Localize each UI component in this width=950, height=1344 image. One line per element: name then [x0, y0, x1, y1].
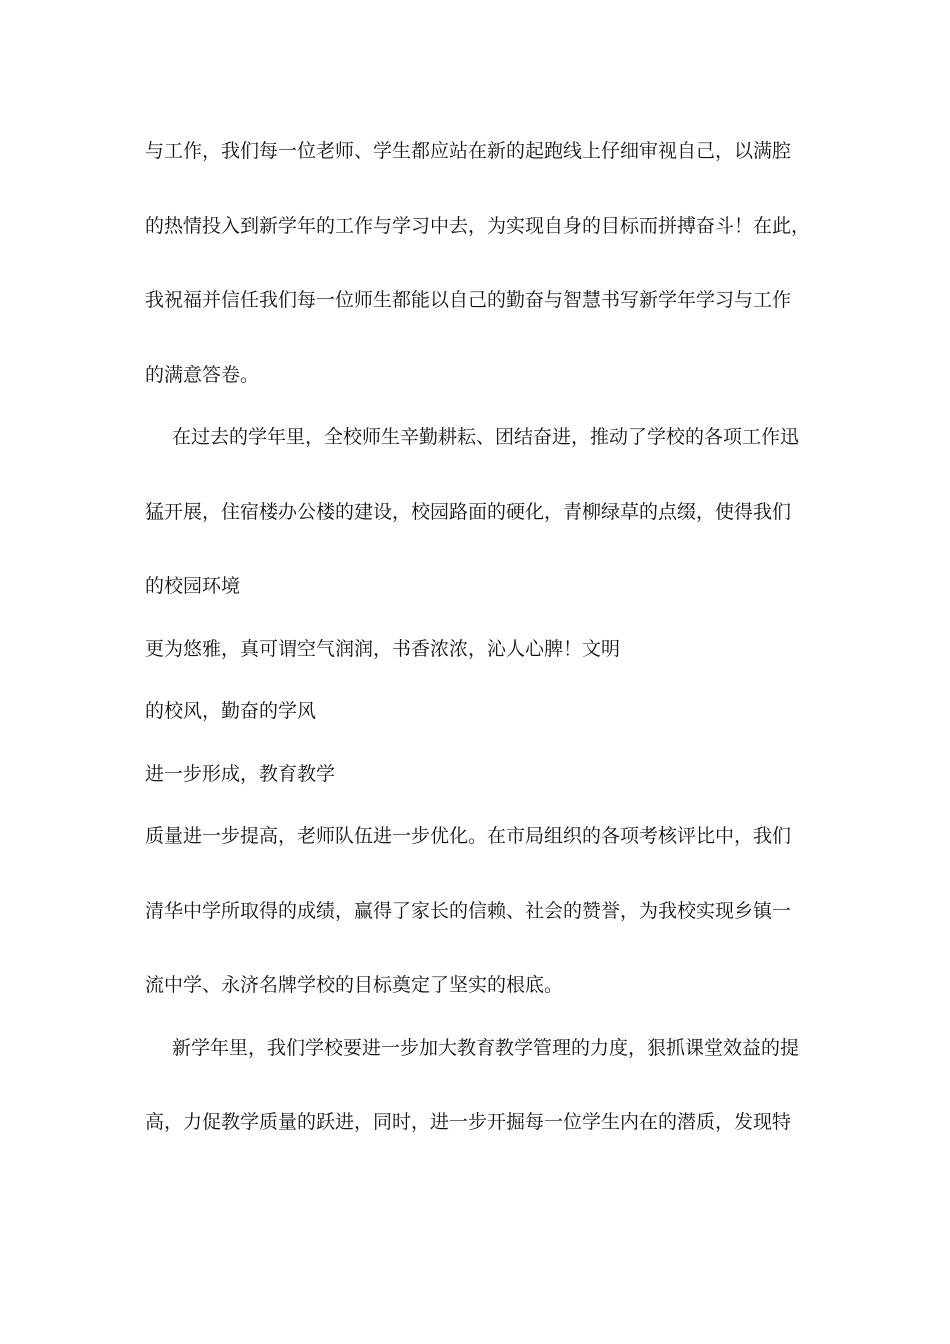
text-line: 猛开展，住宿楼办公楼的建设，校园路面的硬化，青柳绿草的点缀，使得我们: [145, 501, 792, 523]
paragraph-start-line: 新学年里，我们学校要进一步加大教育教学管理的力度，狠抓课堂效益的提: [172, 1037, 800, 1059]
text-line: 的满意答卷。: [145, 364, 260, 386]
text-line: 的热情投入到新学年的工作与学习中去，为实现自身的目标而拼搏奋斗！在此，: [145, 215, 811, 237]
text-line: 与工作，我们每一位老师、学生都应站在新的起跑线上仔细审视自己，以满腔: [145, 140, 792, 162]
text-line: 的校园环境: [145, 575, 241, 597]
text-line: 高，力促教学质量的跃进，同时，进一步开掘每一位学生内在的潜质，发现特: [145, 1111, 792, 1133]
text-line: 的校风，勤奋的学风: [145, 700, 317, 722]
text-line: 我祝福并信任我们每一位师生都能以自己的勤奋与智慧书写新学年学习与工作: [145, 289, 792, 311]
text-line: 进一步形成，教育教学: [145, 763, 336, 785]
text-line: 质量进一步提高，老师队伍进一步优化。在市局组织的各项考核评比中，我们: [145, 825, 792, 847]
paragraph-start-line: 在过去的学年里，全校师生辛勤耕耘、团结奋进，推动了学校的各项工作迅: [172, 426, 800, 448]
text-line: 清华中学所取得的成绩，赢得了家长的信赖、社会的赞誉，为我校实现乡镇一: [145, 900, 792, 922]
text-line: 更为悠雅，真可谓空气润润，书香浓浓，沁人心脾！文明: [145, 638, 621, 660]
text-line: 流中学、永济名牌学校的目标奠定了坚实的根底。: [145, 974, 564, 996]
